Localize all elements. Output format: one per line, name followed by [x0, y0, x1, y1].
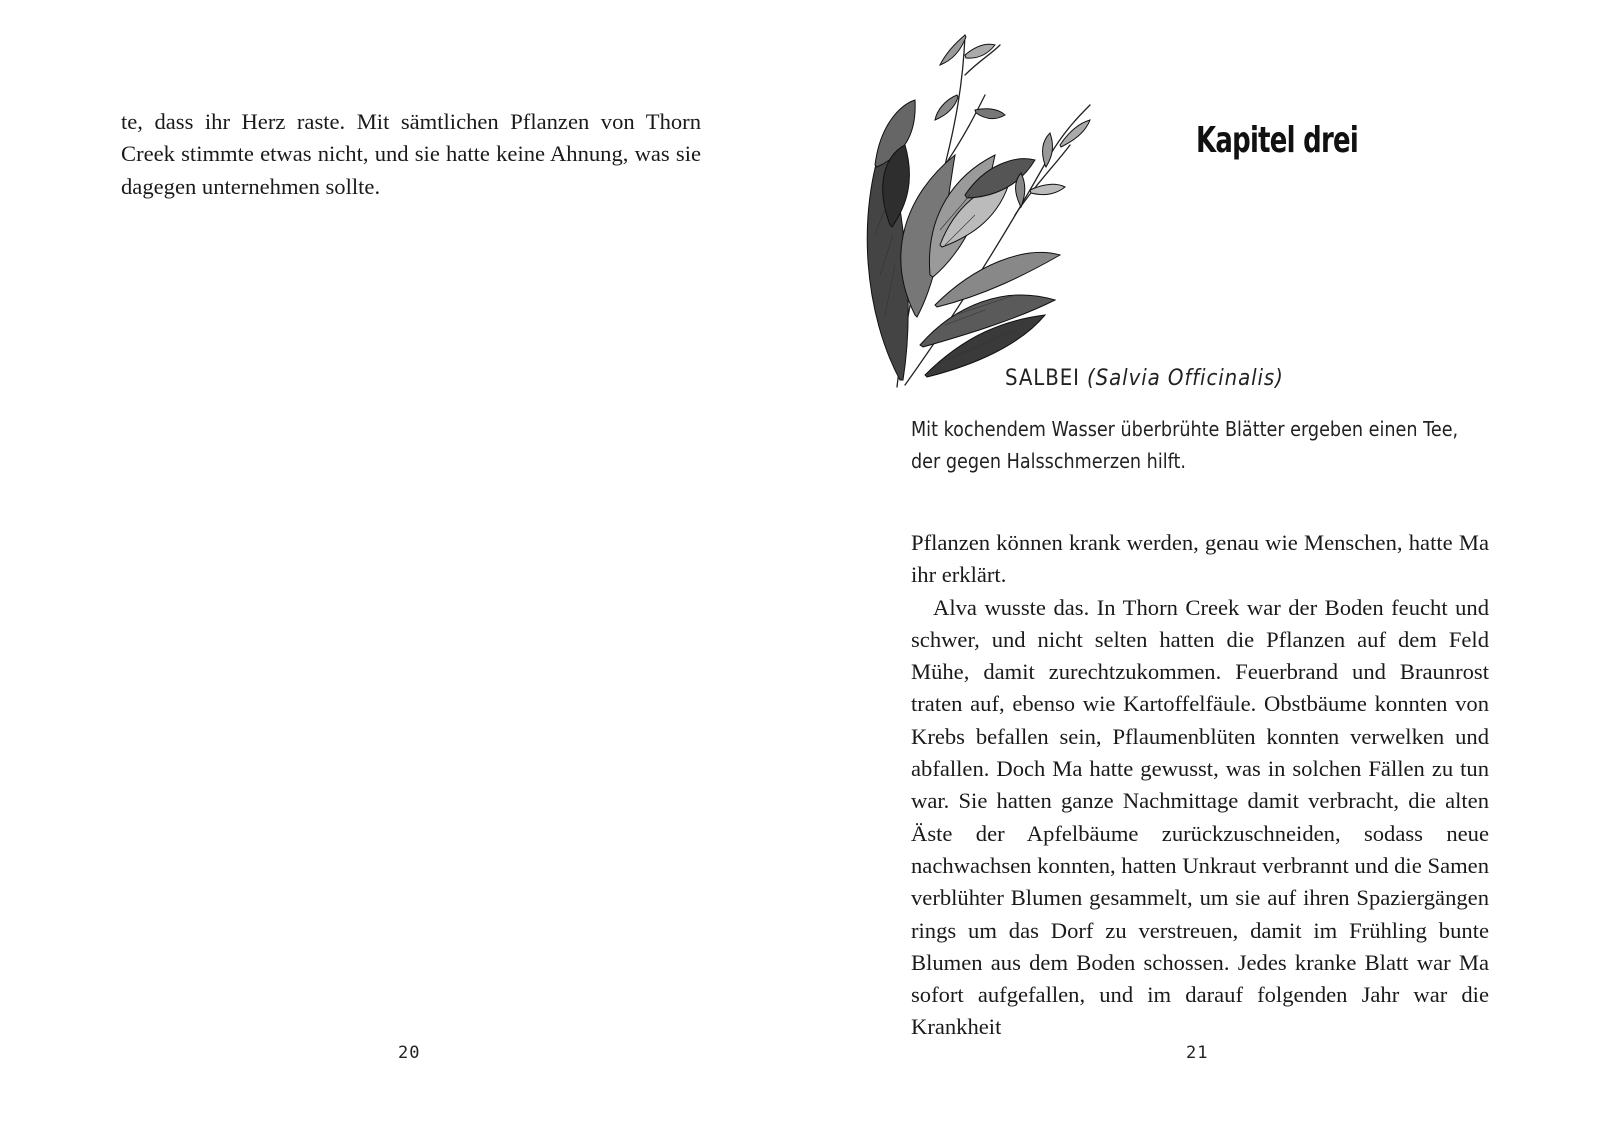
- right-text-block: [911, 527, 1489, 1044]
- paragraph: Alva wusste das. In Thorn Creek war der Boden feucht und schwer, und nicht selten hatten die Pflanzen auf dem Feld Mühe, damit zurechtzukommen. Feuerbrand und Braunrost traten auf, ebenso wie Kartoffelfäule. Obstbäume konnten von Krebs befallen sein, Pflaumenblüten konnten verwelken und abfallen. Doch Ma hatte gewusst, was in solchen Fällen zu tun war. Sie hatten ganze Nachmittage damit verbracht, die alten Äste der Apfelbäume zurückzuschneiden, sodass neue nachwachsen konnten, hatten Unkraut verbrannt und die Samen verblühter Blumen gesammelt, um sie auf ihren Spaziergängen rings um das Dorf zu verstreuen, damit im Frühling bunte Blumen aus dem Boden schossen. Jedes kranke Blatt war Ma sofort aufgefallen, und im darauf folgenden Jahr war die Krankheit: [911, 594, 1489, 1040]
- page-number-right: 21: [1186, 1043, 1209, 1063]
- plant-note-line: der gegen Halsschmerzen hilft.: [911, 449, 1186, 473]
- paragraph: te, dass ihr Herz raste. Mit sämtlichen Pflanzen von Thorn Creek stimmte etwas nicht, und sie hatte keine Ahnung, was sie dagegen unternehmen sollte.: [121, 109, 701, 199]
- plant-name-caption: [1005, 366, 1284, 391]
- left-text-block: [121, 106, 701, 203]
- right-page: [800, 0, 1600, 1131]
- paragraph: Pflanzen können krank werden, genau wie Menschen, hatte Ma ihr erklärt.: [911, 530, 1489, 588]
- plant-note-line: Mit kochendem Wasser überbrühte Blätter ergeben einen Tee,: [911, 417, 1459, 441]
- sage-plant-sketch-icon: [845, 15, 1095, 400]
- chapter-title: Kapitel drei: [1196, 120, 1359, 161]
- plant-latin-name: (Salvia Officinalis): [1087, 366, 1284, 391]
- plant-name: SALBEI: [1005, 366, 1080, 391]
- plant-note: [911, 413, 1458, 477]
- page-number-left: 20: [398, 1043, 421, 1063]
